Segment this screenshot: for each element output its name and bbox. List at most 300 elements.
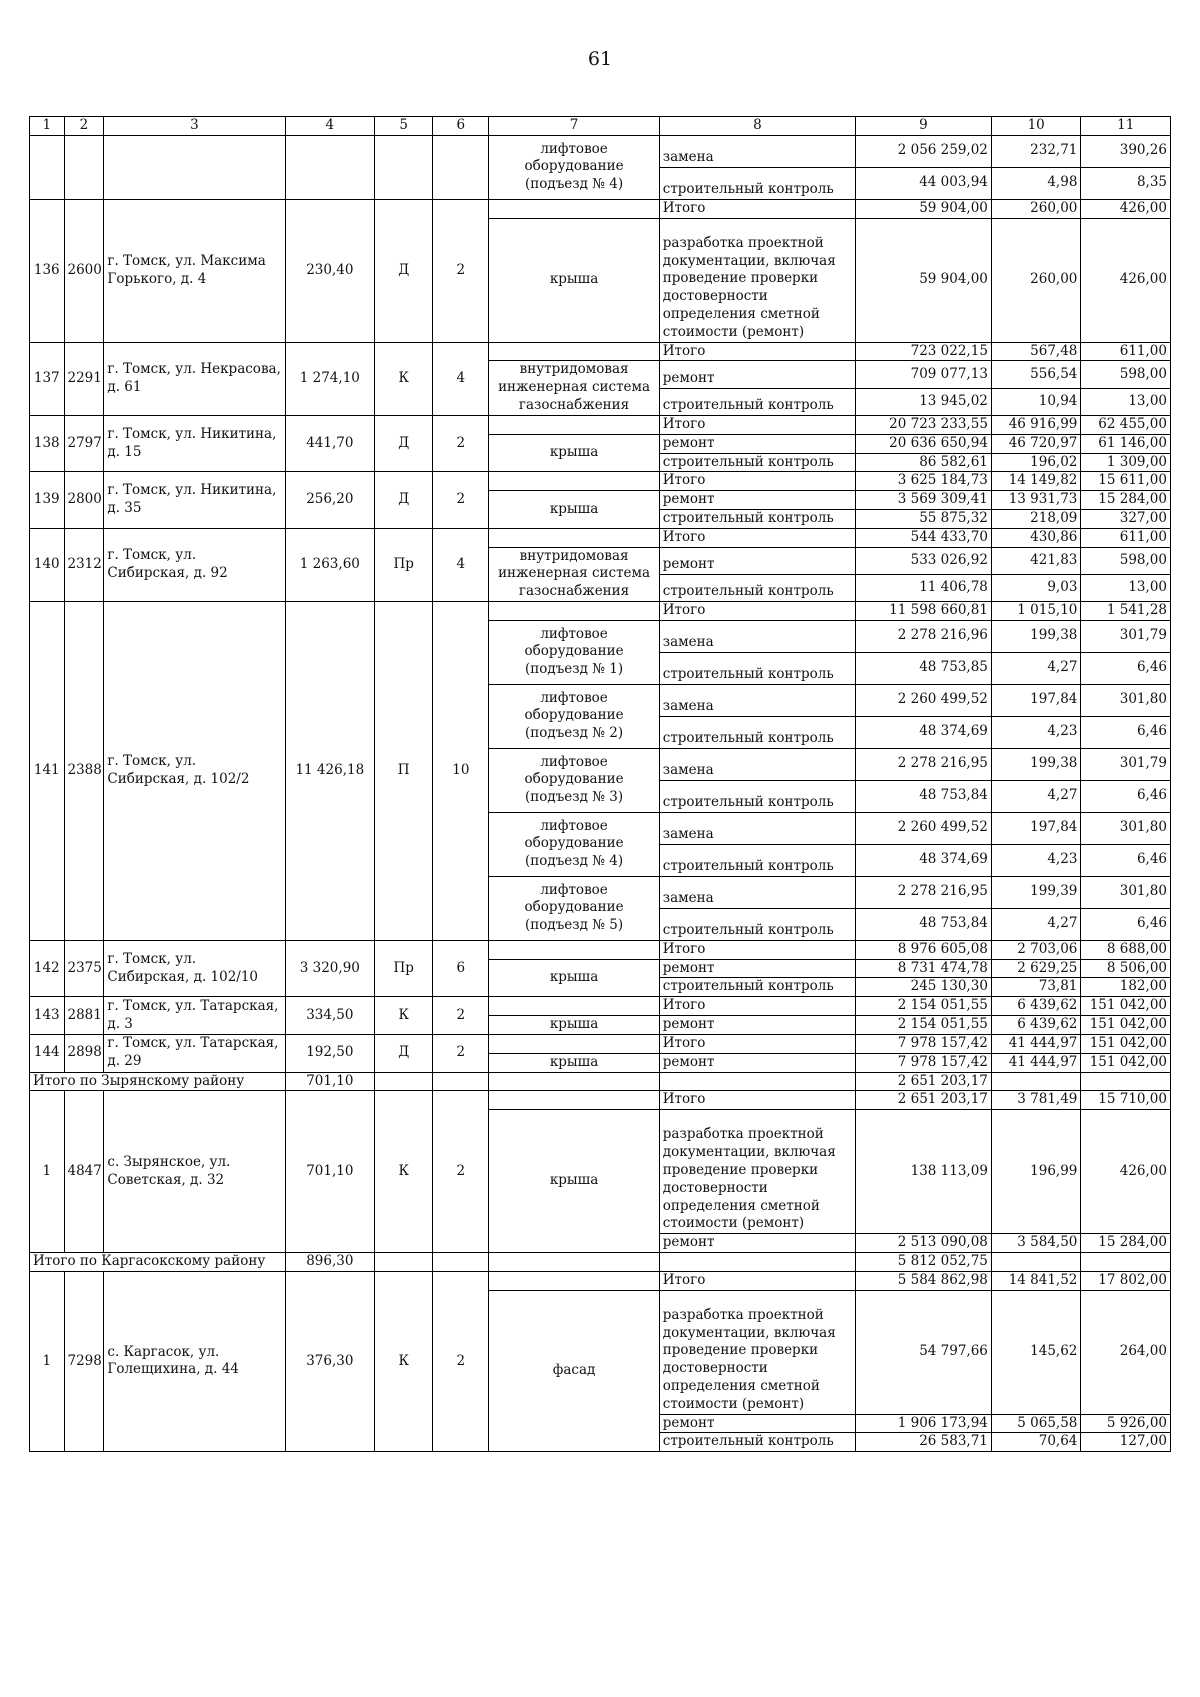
house-total-row [30,997,1171,1016]
structural-element: крыша [489,218,659,342]
house-address: г. Томск, ул. Сибирская, д. 102/2 [104,602,285,941]
work-type: строительный контроль [659,908,855,940]
cost-value: 2 260 499,52 [856,684,992,716]
limit-cost-per-sqm: 8 506,00 [1081,959,1171,978]
district-total-sum: 5 812 052,75 [856,1252,992,1271]
floor-count: 2 [433,997,489,1035]
limit-cost-per-sqm: 598,00 [1081,361,1171,388]
column-number: 9 [856,117,992,136]
cost-per-sqm: 46 720,97 [991,434,1081,453]
cost-per-sqm: 199,38 [991,748,1081,780]
work-type: ремонт [659,434,855,453]
cost-per-sqm: 430,86 [991,528,1081,547]
cost-value: 709 077,13 [856,361,992,388]
structural-element: крыша [489,959,659,997]
cost-per-sqm: 9,03 [991,574,1081,601]
wall-material: Пр [375,528,433,601]
limit-cost-per-sqm: 13,00 [1081,574,1171,601]
work-type: разработка проектной документации, включая проведение проверки достоверности определения сметной стоимости (ремонт) [659,1110,855,1234]
limit-cost-per-sqm: 301,80 [1081,876,1171,908]
cost-value: 59 904,00 [856,199,992,218]
cost-value: 2 278 216,95 [856,876,992,908]
column-number: 3 [104,117,285,136]
cost-per-sqm: 421,83 [991,547,1081,574]
structural-element: крыша [489,1016,659,1035]
structural-element: лифтовое оборудование (подъезд № 3) [489,748,659,812]
empty-cell [433,1072,489,1091]
cost-per-sqm: 41 444,97 [991,1053,1081,1072]
column-number: 8 [659,117,855,136]
structural-element: крыша [489,1110,659,1253]
cost-value: 48 374,69 [856,844,992,876]
cost-per-sqm: 196,02 [991,453,1081,472]
house-code: 7298 [64,1271,104,1451]
house-total-row [30,528,1171,547]
house-code: 2375 [64,940,104,996]
row-number: 140 [30,528,65,601]
cost-value: 8 731 474,78 [856,959,992,978]
cost-value: 1 906 173,94 [856,1414,992,1433]
total-label: Итого [659,472,855,491]
cost-value: 8 976 605,08 [856,940,992,959]
cost-value: 3 625 184,73 [856,472,992,491]
house-total-row [30,472,1171,491]
structural-element: лифтовое оборудование (подъезд № 4) [489,812,659,876]
cost-per-sqm: 73,81 [991,978,1081,997]
house-code: 2800 [64,472,104,528]
cost-value: 13 945,02 [856,388,992,415]
cost-value: 55 875,32 [856,509,992,528]
house-address: с. Зырянское, ул. Советская, д. 32 [104,1091,285,1253]
cost-per-sqm: 197,84 [991,684,1081,716]
limit-cost-per-sqm: 5 926,00 [1081,1414,1171,1433]
floor-count: 4 [433,528,489,601]
cost-value: 544 433,70 [856,528,992,547]
structural-element: внутридомовая инженерная система газоснабжения [489,361,659,415]
house-address: г. Томск, ул. Максима Горького, д. 4 [104,199,285,342]
cost-per-sqm: 2 703,06 [991,940,1081,959]
cost-value: 2 651 203,17 [856,1091,992,1110]
structural-element: крыша [489,491,659,529]
structural-element: крыша [489,434,659,472]
cost-value: 59 904,00 [856,218,992,342]
structural-element: лифтовое оборудование (подъезд № 5) [489,876,659,940]
cost-value: 48 374,69 [856,716,992,748]
limit-cost-per-sqm: 611,00 [1081,528,1171,547]
cost-value: 3 569 309,41 [856,491,992,510]
limit-cost-per-sqm: 6,46 [1081,652,1171,684]
empty-cell [30,135,65,199]
limit-cost-per-sqm: 301,79 [1081,748,1171,780]
work-type: строительный контроль [659,1433,855,1452]
empty-cell [991,1252,1081,1271]
empty-cell [104,135,285,199]
cost-value: 2 154 051,55 [856,997,992,1016]
house-address: г. Томск, ул. Сибирская, д. 92 [104,528,285,601]
work-type: замена [659,748,855,780]
row-number: 138 [30,415,65,471]
total-label: Итого [659,1091,855,1110]
empty-cell [991,1072,1081,1091]
district-total-label: Итого по Зырянскому району [30,1072,286,1091]
structural-element: крыша [489,1053,659,1072]
house-area: 3 320,90 [285,940,375,996]
limit-cost-per-sqm: 598,00 [1081,547,1171,574]
cost-value: 2 278 216,95 [856,748,992,780]
cost-value: 54 797,66 [856,1290,992,1414]
structural-element: внутридомовая инженерная система газоснабжения [489,547,659,601]
limit-cost-per-sqm: 8 688,00 [1081,940,1171,959]
cost-per-sqm: 5 065,58 [991,1414,1081,1433]
empty-cell [285,135,375,199]
district-total-row [30,1252,1171,1271]
cost-per-sqm: 46 916,99 [991,415,1081,434]
empty-cell [375,1072,433,1091]
total-label: Итого [659,415,855,434]
work-type: строительный контроль [659,978,855,997]
district-total-row [30,1072,1171,1091]
house-address: г. Томск, ул. Татарская, д. 3 [104,997,285,1035]
row-number: 142 [30,940,65,996]
structural-element: фасад [489,1290,659,1452]
limit-cost-per-sqm: 151 042,00 [1081,1053,1171,1072]
empty-cell [489,1091,659,1110]
total-label: Итого [659,199,855,218]
work-type: строительный контроль [659,844,855,876]
cost-per-sqm: 3 584,50 [991,1234,1081,1253]
cost-per-sqm: 41 444,97 [991,1034,1081,1053]
cost-value: 7 978 157,42 [856,1034,992,1053]
limit-cost-per-sqm: 15 710,00 [1081,1091,1171,1110]
cost-per-sqm: 13 931,73 [991,491,1081,510]
limit-cost-per-sqm: 15 611,00 [1081,472,1171,491]
column-number-row [30,117,1171,136]
floor-count: 2 [433,1034,489,1072]
work-type: замена [659,620,855,652]
work-type: разработка проектной документации, включая проведение проверки достоверности определения сметной стоимости (ремонт) [659,1290,855,1414]
limit-cost-per-sqm: 1 309,00 [1081,453,1171,472]
house-code: 2600 [64,199,104,342]
row-number: 136 [30,199,65,342]
cost-per-sqm: 4,98 [991,167,1081,199]
limit-cost-per-sqm: 17 802,00 [1081,1271,1171,1290]
house-code: 2291 [64,342,104,415]
cost-per-sqm: 196,99 [991,1110,1081,1234]
cost-per-sqm: 199,39 [991,876,1081,908]
wall-material: Д [375,199,433,342]
empty-cell [659,1252,855,1271]
work-type: ремонт [659,1414,855,1433]
house-address: с. Каргасок, ул. Голещихина, д. 44 [104,1271,285,1451]
house-total-row [30,1271,1171,1290]
empty-cell [489,997,659,1016]
cost-value: 20 723 233,55 [856,415,992,434]
cost-value: 48 753,84 [856,908,992,940]
row-number: 139 [30,472,65,528]
house-area: 230,40 [285,199,375,342]
empty-cell [64,135,104,199]
work-type: ремонт [659,959,855,978]
house-code: 2797 [64,415,104,471]
limit-cost-per-sqm: 8,35 [1081,167,1171,199]
cost-per-sqm: 70,64 [991,1433,1081,1452]
wall-material: Д [375,1034,433,1072]
cost-value: 2 513 090,08 [856,1234,992,1253]
limit-cost-per-sqm: 127,00 [1081,1433,1171,1452]
empty-cell [375,1252,433,1271]
limit-cost-per-sqm: 6,46 [1081,780,1171,812]
house-code: 2312 [64,528,104,601]
cost-value: 26 583,71 [856,1433,992,1452]
limit-cost-per-sqm: 151 042,00 [1081,1016,1171,1035]
limit-cost-per-sqm: 301,80 [1081,684,1171,716]
limit-cost-per-sqm: 151 042,00 [1081,1034,1171,1053]
total-label: Итого [659,602,855,621]
house-total-row [30,1034,1171,1053]
column-number: 6 [433,117,489,136]
empty-cell [489,1252,659,1271]
cost-value: 86 582,61 [856,453,992,472]
house-area: 1 263,60 [285,528,375,601]
wall-material: К [375,1091,433,1253]
cost-value: 723 022,15 [856,342,992,361]
limit-cost-per-sqm: 61 146,00 [1081,434,1171,453]
floor-count: 2 [433,1091,489,1253]
empty-cell [489,940,659,959]
cost-per-sqm: 197,84 [991,812,1081,844]
floor-count: 2 [433,199,489,342]
limit-cost-per-sqm: 6,46 [1081,844,1171,876]
cost-value: 2 056 259,02 [856,135,992,167]
table-body [30,135,1171,1451]
work-type: замена [659,876,855,908]
cost-per-sqm: 6 439,62 [991,1016,1081,1035]
house-area: 1 274,10 [285,342,375,415]
cost-per-sqm: 260,00 [991,199,1081,218]
limit-cost-per-sqm: 1 541,28 [1081,602,1171,621]
empty-cell [433,135,489,199]
cost-value: 2 260 499,52 [856,812,992,844]
empty-cell [489,472,659,491]
cost-value: 48 753,85 [856,652,992,684]
cost-value: 533 026,92 [856,547,992,574]
cost-value: 20 636 650,94 [856,434,992,453]
limit-cost-per-sqm: 6,46 [1081,716,1171,748]
empty-cell [489,415,659,434]
limit-cost-per-sqm: 6,46 [1081,908,1171,940]
limit-cost-per-sqm: 611,00 [1081,342,1171,361]
empty-cell [489,528,659,547]
empty-cell [489,602,659,621]
structural-element: лифтовое оборудование (подъезд № 2) [489,684,659,748]
work-type: строительный контроль [659,167,855,199]
column-number: 11 [1081,117,1171,136]
cost-value: 245 130,30 [856,978,992,997]
house-address: г. Томск, ул. Никитина, д. 15 [104,415,285,471]
cost-value: 2 278 216,96 [856,620,992,652]
district-total-area: 896,30 [285,1252,375,1271]
floor-count: 2 [433,415,489,471]
house-area: 11 426,18 [285,602,375,941]
empty-cell [433,1252,489,1271]
house-total-row [30,1091,1171,1110]
house-address: г. Томск, ул. Некрасова, д. 61 [104,342,285,415]
cost-value: 11 598 660,81 [856,602,992,621]
district-total-area: 701,10 [285,1072,375,1091]
wall-material: К [375,997,433,1035]
house-area: 192,50 [285,1034,375,1072]
wall-material: К [375,342,433,415]
cost-per-sqm: 145,62 [991,1290,1081,1414]
work-type: ремонт [659,361,855,388]
limit-cost-per-sqm: 264,00 [1081,1290,1171,1414]
total-label: Итого [659,528,855,547]
column-number: 5 [375,117,433,136]
limit-cost-per-sqm: 62 455,00 [1081,415,1171,434]
house-area: 256,20 [285,472,375,528]
house-area: 441,70 [285,415,375,471]
work-type: замена [659,812,855,844]
cost-value: 11 406,78 [856,574,992,601]
cost-per-sqm: 232,71 [991,135,1081,167]
empty-cell [1081,1072,1171,1091]
work-type: строительный контроль [659,574,855,601]
house-total-row [30,602,1171,621]
work-type: ремонт [659,1053,855,1072]
cost-per-sqm: 1 015,10 [991,602,1081,621]
house-address: г. Томск, ул. Сибирская, д. 102/10 [104,940,285,996]
house-code: 2898 [64,1034,104,1072]
wall-material: Д [375,415,433,471]
house-total-row [30,199,1171,218]
cost-per-sqm: 10,94 [991,388,1081,415]
cost-per-sqm: 3 781,49 [991,1091,1081,1110]
limit-cost-per-sqm: 426,00 [1081,218,1171,342]
floor-count: 4 [433,342,489,415]
cost-value: 48 753,84 [856,780,992,812]
cost-per-sqm: 14 149,82 [991,472,1081,491]
cost-value: 138 113,09 [856,1110,992,1234]
column-number: 1 [30,117,65,136]
empty-cell [489,342,659,361]
row-number: 144 [30,1034,65,1072]
cost-per-sqm: 218,09 [991,509,1081,528]
limit-cost-per-sqm: 426,00 [1081,1110,1171,1234]
work-type: ремонт [659,491,855,510]
cost-per-sqm: 4,27 [991,780,1081,812]
house-area: 376,30 [285,1271,375,1451]
total-label: Итого [659,1034,855,1053]
total-label: Итого [659,997,855,1016]
total-label: Итого [659,342,855,361]
house-total-row [30,940,1171,959]
limit-cost-per-sqm: 301,79 [1081,620,1171,652]
cost-per-sqm: 4,23 [991,716,1081,748]
limit-cost-per-sqm: 15 284,00 [1081,1234,1171,1253]
empty-cell [375,135,433,199]
work-type: ремонт [659,1016,855,1035]
limit-cost-per-sqm: 426,00 [1081,199,1171,218]
work-type: ремонт [659,547,855,574]
house-address: г. Томск, ул. Татарская, д. 29 [104,1034,285,1072]
wall-material: Д [375,472,433,528]
limit-cost-per-sqm: 301,80 [1081,812,1171,844]
cost-per-sqm: 4,27 [991,908,1081,940]
empty-cell [489,1072,659,1091]
cost-per-sqm: 14 841,52 [991,1271,1081,1290]
total-label: Итого [659,1271,855,1290]
wall-material: К [375,1271,433,1451]
cost-value: 44 003,94 [856,167,992,199]
structural-element: лифтовое оборудование (подъезд № 4) [489,135,659,199]
limit-cost-per-sqm: 13,00 [1081,388,1171,415]
work-type: строительный контроль [659,780,855,812]
cost-per-sqm: 567,48 [991,342,1081,361]
work-type: строительный контроль [659,652,855,684]
work-type: строительный контроль [659,716,855,748]
column-number: 10 [991,117,1081,136]
empty-cell [489,1271,659,1290]
work-type: строительный контроль [659,388,855,415]
repair-program-table [29,116,1171,1452]
row-number: 143 [30,997,65,1035]
house-address: г. Томск, ул. Никитина, д. 35 [104,472,285,528]
wall-material: П [375,602,433,941]
cost-per-sqm: 260,00 [991,218,1081,342]
cost-per-sqm: 199,38 [991,620,1081,652]
cost-per-sqm: 6 439,62 [991,997,1081,1016]
district-total-sum: 2 651 203,17 [856,1072,992,1091]
house-area: 334,50 [285,997,375,1035]
total-label: Итого [659,940,855,959]
empty-cell [489,1034,659,1053]
cost-value: 5 584 862,98 [856,1271,992,1290]
row-number: 1 [30,1091,65,1253]
work-type: строительный контроль [659,509,855,528]
limit-cost-per-sqm: 151 042,00 [1081,997,1171,1016]
limit-cost-per-sqm: 15 284,00 [1081,491,1171,510]
house-area: 701,10 [285,1091,375,1253]
floor-count: 2 [433,1271,489,1451]
empty-cell [1081,1252,1171,1271]
work-type: замена [659,135,855,167]
work-type: разработка проектной документации, включая проведение проверки достоверности определения сметной стоимости (ремонт) [659,218,855,342]
work-type: замена [659,684,855,716]
row-number: 137 [30,342,65,415]
empty-cell [489,199,659,218]
cost-per-sqm: 2 629,25 [991,959,1081,978]
cost-per-sqm: 4,27 [991,652,1081,684]
empty-cell [659,1072,855,1091]
limit-cost-per-sqm: 390,26 [1081,135,1171,167]
house-code: 2881 [64,997,104,1035]
cost-value: 7 978 157,42 [856,1053,992,1072]
floor-count: 2 [433,472,489,528]
structural-element: лифтовое оборудование (подъезд № 1) [489,620,659,684]
district-total-label: Итого по Каргасокскому району [30,1252,286,1271]
house-code: 4847 [64,1091,104,1253]
wall-material: Пр [375,940,433,996]
row-number: 1 [30,1271,65,1451]
house-code: 2388 [64,602,104,941]
house-total-row [30,415,1171,434]
limit-cost-per-sqm: 327,00 [1081,509,1171,528]
work-type: ремонт [659,1234,855,1253]
cost-value: 2 154 051,55 [856,1016,992,1035]
cost-per-sqm: 556,54 [991,361,1081,388]
page-number: 61 [587,48,613,70]
limit-cost-per-sqm: 182,00 [1081,978,1171,997]
